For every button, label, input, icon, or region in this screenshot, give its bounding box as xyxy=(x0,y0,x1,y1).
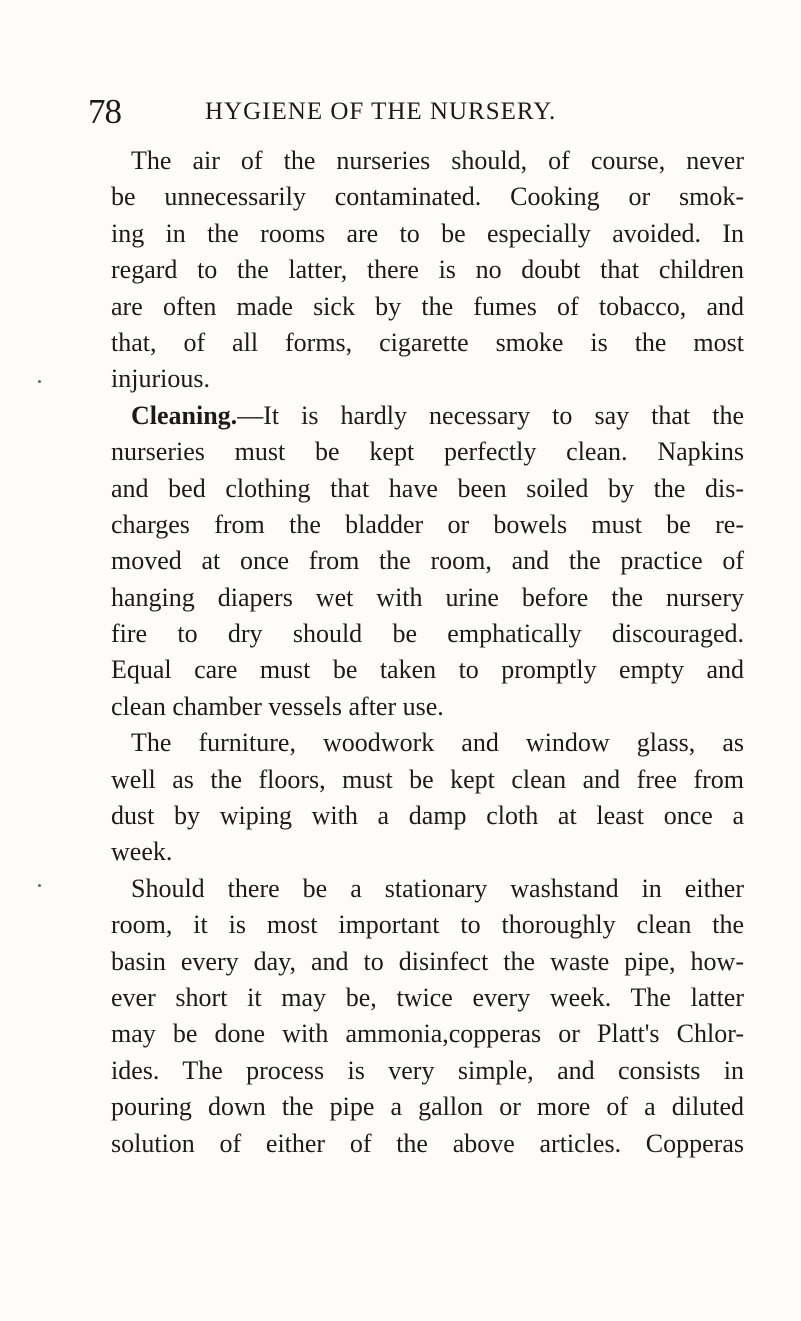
body-text xyxy=(111,143,744,1162)
text-line: fire to dry should be emphatically discouraged. xyxy=(111,619,744,649)
text-line: are often made sick by the fumes of tobacco, and xyxy=(111,291,744,321)
page-number: 78 xyxy=(88,92,121,131)
text-line: Equal care must be taken to promptly empty and xyxy=(111,655,744,685)
text-line: hanging diapers wet with urine before the nursery xyxy=(111,582,744,612)
text-line xyxy=(111,398,744,434)
text-line: and bed clothing that have been soiled by the dis- xyxy=(111,473,744,503)
text-line: ing in the rooms are to be especially avoided. In xyxy=(111,218,744,248)
margin-speck xyxy=(38,884,41,887)
text-line: ever short it may be, twice every week. The latter xyxy=(111,982,744,1012)
text-line: nurseries must be kept perfectly clean. Napkins xyxy=(111,437,744,467)
text-line: pouring down the pipe a gallon or more of a diluted xyxy=(111,1092,744,1122)
text-line: The air of the nurseries should, of course, never xyxy=(131,146,744,175)
text-line: room, it is most important to thoroughly clean the xyxy=(111,910,744,940)
text-line: week. xyxy=(111,837,173,867)
text-line: that, of all forms, cigarette smoke is the most xyxy=(111,327,744,357)
text-line: clean chamber vessels after use. xyxy=(111,691,444,721)
text-line: dust by wiping with a damp cloth at least once a xyxy=(111,801,744,831)
text-line: basin every day, and to disinfect the waste pipe, how- xyxy=(111,946,744,976)
text-line: injurious. xyxy=(111,364,210,394)
text-line: be unnecessarily contaminated. Cooking or smok- xyxy=(111,182,744,212)
text-line: solution of either of the above articles. Copperas xyxy=(111,1128,744,1158)
text-line: well as the floors, must be kept clean and free from xyxy=(111,764,744,794)
text-line: ides. The process is very simple, and consists in xyxy=(111,1055,744,1085)
text-line: may be done with ammonia,copperas or Platt's Chlor- xyxy=(111,1019,744,1049)
text-line: The furniture, woodwork and window glass, as xyxy=(131,728,744,758)
section-runin-heading: Cleaning. xyxy=(131,400,238,430)
text-line: moved at once from the room, and the practice of xyxy=(111,546,744,576)
margin-speck xyxy=(38,380,41,383)
text-line: charges from the bladder or bowels must be re- xyxy=(111,509,744,539)
text-line: Should there be a stationary washstand in either xyxy=(131,873,744,903)
text-line-rest: —It is hardly necessary to say that the xyxy=(237,400,744,430)
running-head: HYGIENE OF THE NURSERY. xyxy=(205,98,557,125)
text-line: regard to the latter, there is no doubt that children xyxy=(111,255,744,285)
